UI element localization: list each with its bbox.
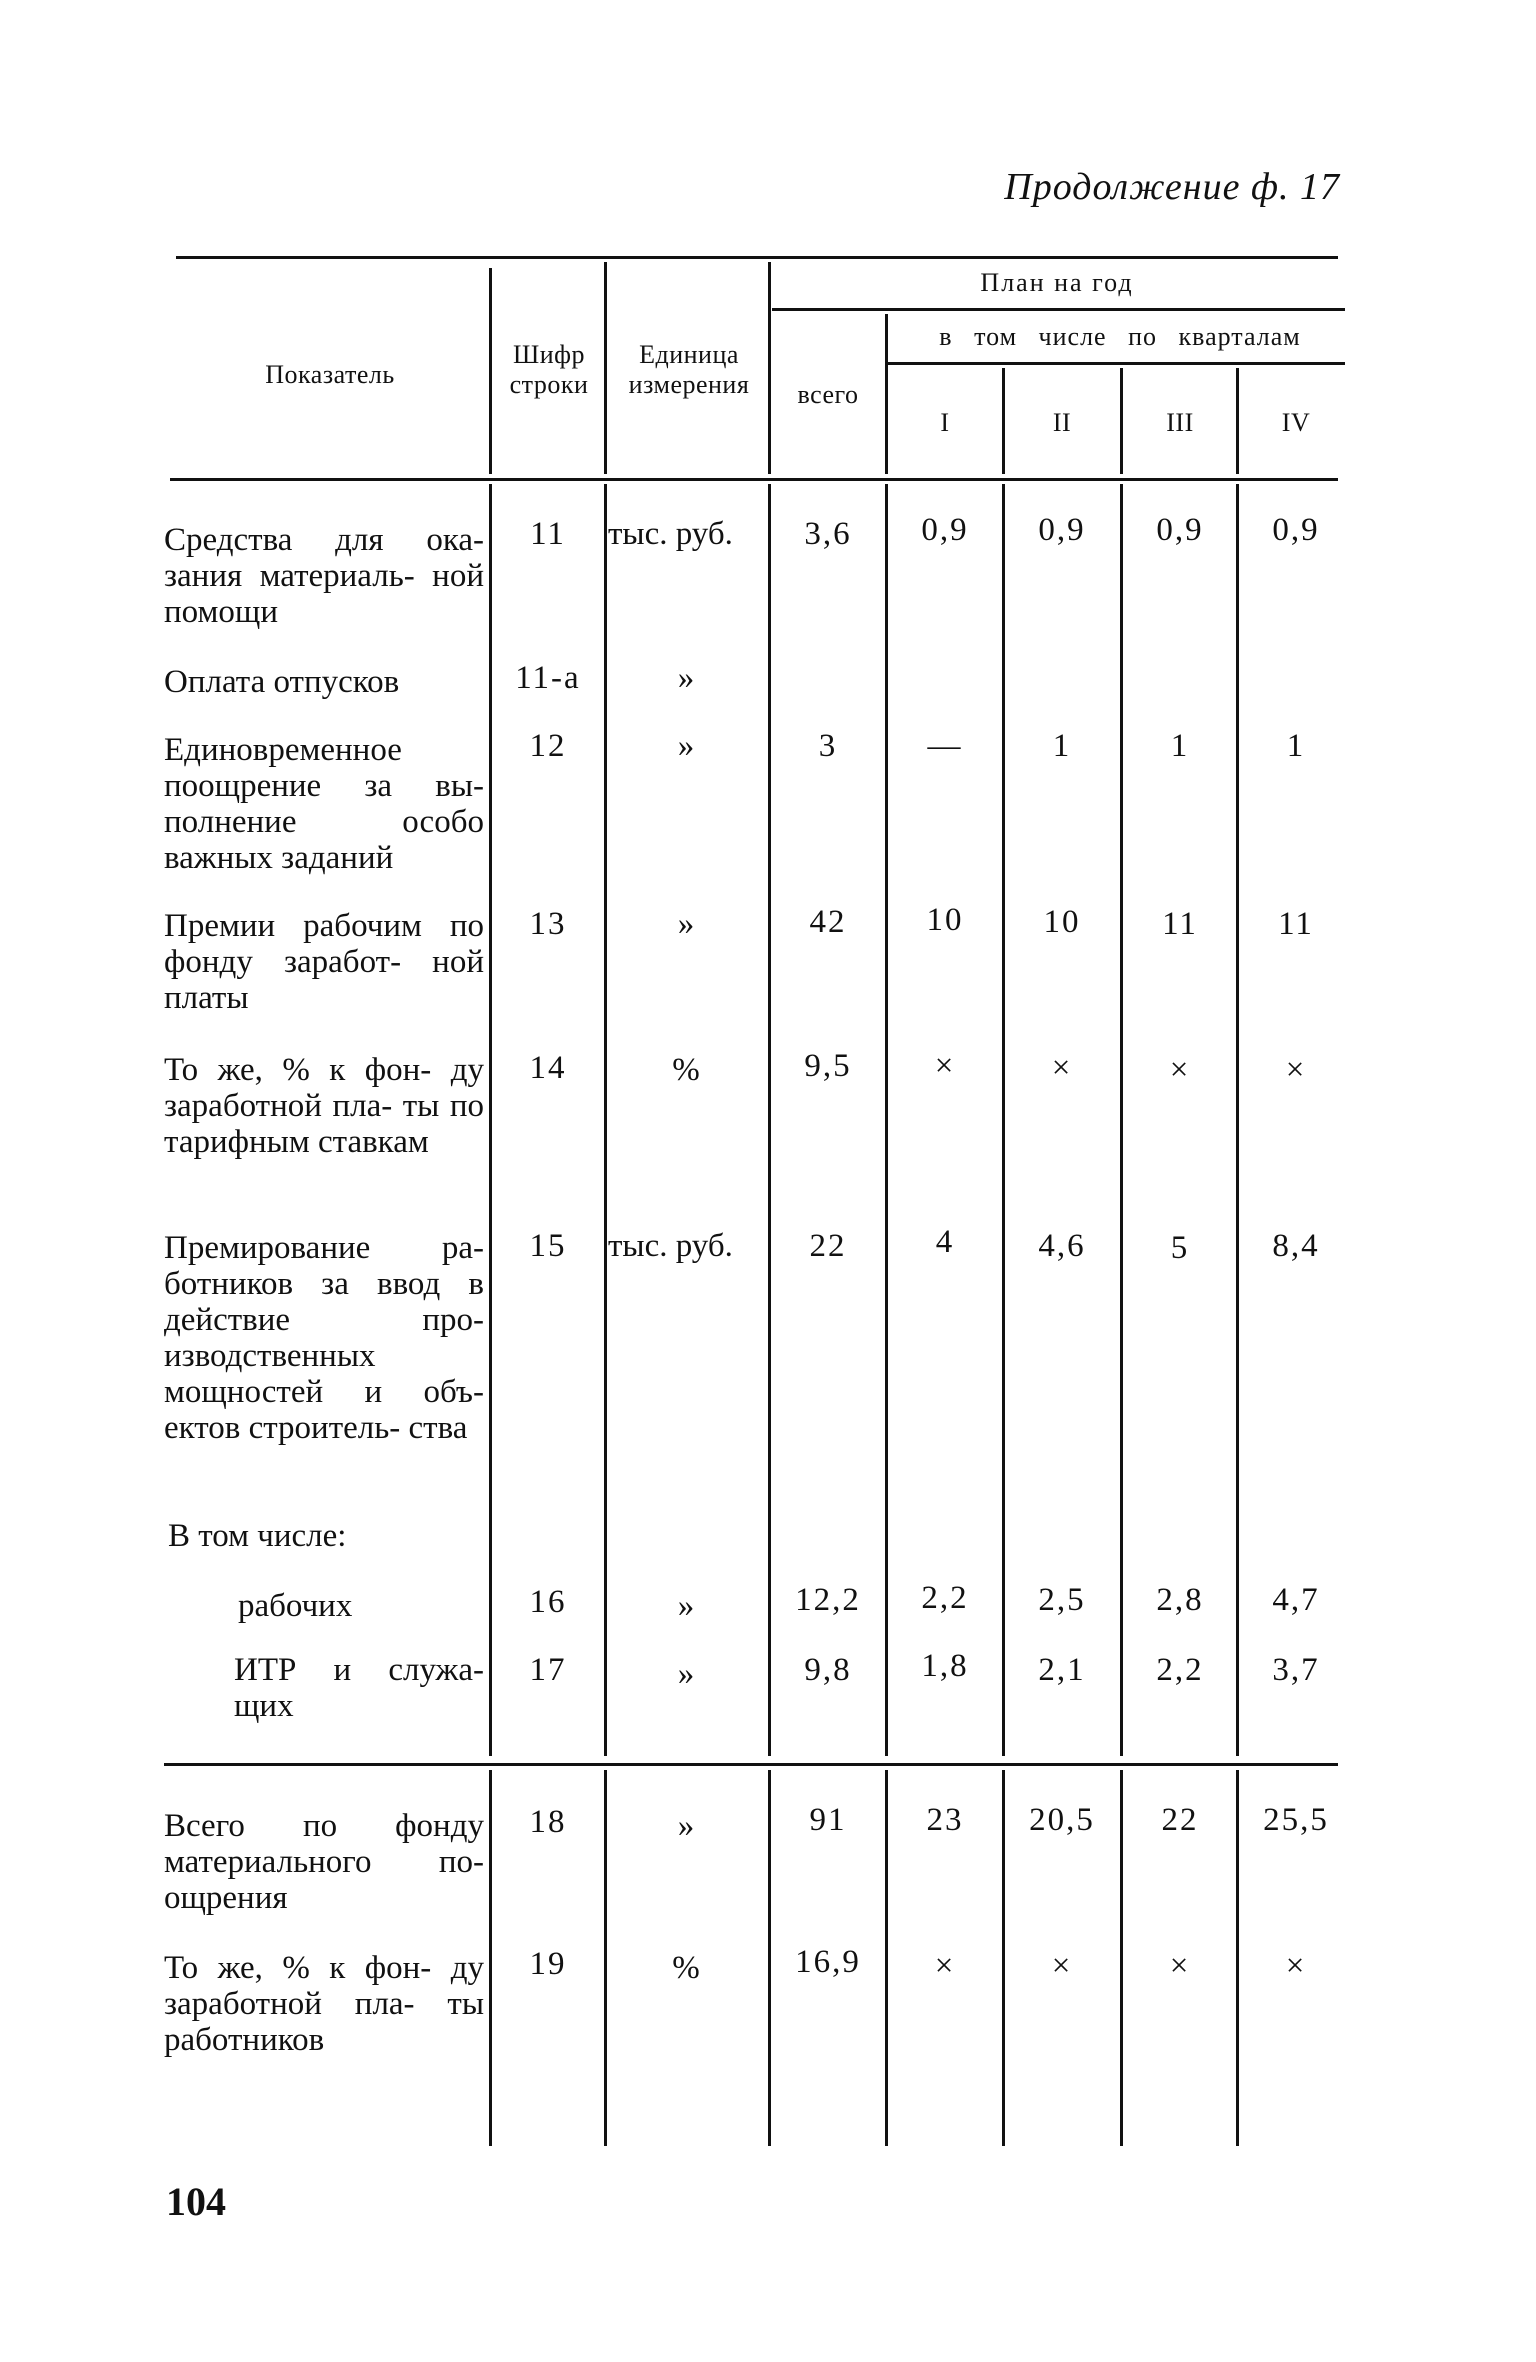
- row-q1: 0,9: [921, 512, 969, 548]
- row-q1: 4: [935, 1224, 955, 1260]
- table-top-rule: [176, 256, 1338, 259]
- body-vline-q1: [885, 484, 888, 1756]
- page-number: 104: [166, 2179, 226, 2224]
- row-total: 12,2: [795, 1582, 861, 1618]
- body-vline-code: [489, 484, 492, 1756]
- row-label: Оплата отпусков: [164, 664, 400, 700]
- row-total: 42: [809, 904, 847, 940]
- row-q4: ×: [1285, 1052, 1307, 1088]
- row-q4: 0,9: [1272, 512, 1320, 548]
- total-row-q3: 22: [1161, 1802, 1199, 1838]
- header-indicator: Показатель: [265, 360, 395, 389]
- row-q1: 2,2: [921, 1580, 969, 1616]
- continuation-title: Продолжение ф. 17: [1004, 166, 1340, 208]
- quarters-subheader-rule: [888, 362, 1345, 365]
- row-q4: 1: [1286, 728, 1306, 764]
- row-q4: 11: [1278, 906, 1314, 942]
- body-vline-unit: [604, 484, 607, 1756]
- row-label: Премии рабочим по фонду заработ- ной платы: [164, 908, 484, 1016]
- body-vline-total: [768, 484, 771, 1756]
- row-q3: 11: [1162, 906, 1198, 942]
- totals-vline-q4: [1236, 1770, 1239, 2146]
- totals-separator-rule: [164, 1763, 1338, 1766]
- totals-vline-q1: [885, 1770, 888, 2146]
- total-row-q3: ×: [1169, 1948, 1191, 1984]
- row-unit: %: [672, 1052, 702, 1088]
- row-unit: »: [677, 906, 697, 942]
- row-code: 16: [529, 1584, 567, 1620]
- row-unit: тыс. руб.: [608, 1228, 733, 1264]
- header-unit: Единица измерения: [628, 340, 750, 399]
- row-q1: ×: [934, 1048, 956, 1084]
- row-total: 3: [818, 728, 838, 764]
- header-vline-q1: [885, 314, 888, 474]
- plan-subheader-rule: [772, 308, 1345, 311]
- totals-vline-q2: [1002, 1770, 1005, 2146]
- total-row-label: Всего по фонду материального по- ощрения: [164, 1808, 484, 1916]
- total-row-q2: ×: [1051, 1948, 1073, 1984]
- total-row-q4: 25,5: [1263, 1802, 1329, 1838]
- total-row-code: 18: [529, 1804, 567, 1840]
- row-q4: 8,4: [1272, 1228, 1320, 1264]
- row-q2: 10: [1043, 904, 1081, 940]
- body-vline-q2: [1002, 484, 1005, 1756]
- totals-vline-code: [489, 1770, 492, 2146]
- header-quarter-3: III: [1166, 408, 1194, 437]
- row-total: 22: [809, 1228, 847, 1264]
- total-row-q1: ×: [934, 1948, 956, 1984]
- row-code: 13: [529, 906, 567, 942]
- row-unit: »: [677, 728, 697, 764]
- total-row-q1: 23: [926, 1802, 964, 1838]
- row-q3: ×: [1169, 1052, 1191, 1088]
- row-total: 3,6: [804, 516, 852, 552]
- row-q2: 4,6: [1038, 1228, 1086, 1264]
- row-code: 17: [529, 1652, 567, 1688]
- row-q2: 2,5: [1038, 1582, 1086, 1618]
- row-q1: 10: [926, 902, 964, 938]
- total-row-unit: %: [672, 1950, 702, 1986]
- body-vline-q4: [1236, 484, 1239, 1756]
- total-row-total: 16,9: [795, 1944, 861, 1980]
- header-quarter-2: II: [1052, 408, 1072, 437]
- row-q1: 1,8: [921, 1648, 969, 1684]
- row-q1: —: [927, 728, 963, 764]
- row-total: 9,8: [804, 1652, 852, 1688]
- total-row-unit: »: [677, 1808, 697, 1844]
- row-q2: 1: [1052, 728, 1072, 764]
- row-total: 9,5: [804, 1048, 852, 1084]
- row-label-indented: ИТР и служа- щих: [234, 1652, 484, 1724]
- row-q4: 4,7: [1272, 1582, 1320, 1618]
- header-vline-unit: [604, 262, 607, 474]
- header-bottom-rule: [170, 478, 1338, 481]
- row-q3: 2,2: [1156, 1652, 1204, 1688]
- row-unit: тыс. руб.: [608, 516, 733, 552]
- row-q2: 0,9: [1038, 512, 1086, 548]
- row-code: 12: [529, 728, 567, 764]
- header-quarter-1: I: [940, 408, 950, 437]
- header-vline-code: [489, 268, 492, 474]
- header-code: Шифр строки: [509, 340, 589, 399]
- header-total: всего: [797, 380, 859, 409]
- row-label: Единовременное поощрение за вы- полнение особо важных заданий: [164, 732, 484, 876]
- row-unit: »: [677, 660, 697, 696]
- row-q2: ×: [1051, 1050, 1073, 1086]
- row-q3: 0,9: [1156, 512, 1204, 548]
- row-q3: 2,8: [1156, 1582, 1204, 1618]
- header-quarters-caption: в том числе по кварталам: [939, 322, 1301, 351]
- row-code: 14: [529, 1050, 567, 1086]
- row-label-indented: рабочих: [238, 1588, 353, 1624]
- header-vline-total: [768, 262, 771, 474]
- row-code: 11: [530, 516, 566, 552]
- header-quarter-4: IV: [1281, 408, 1311, 437]
- row-label: Премирование ра- ботников за ввод в действие про- изводственных мощностей и объ- ектов строитель- ства: [164, 1230, 484, 1446]
- total-row-code: 19: [529, 1946, 567, 1982]
- body-vline-q3: [1120, 484, 1123, 1756]
- row-q3: 1: [1170, 728, 1190, 764]
- header-plan: План на год: [980, 268, 1134, 297]
- row-q4: 3,7: [1272, 1652, 1320, 1688]
- row-q3: 5: [1170, 1230, 1190, 1266]
- row-q2: 2,1: [1038, 1652, 1086, 1688]
- row-subheading: В том числе:: [168, 1518, 347, 1554]
- row-label: Средства для ока- зания материаль- ной помощи: [164, 522, 484, 630]
- total-row-label: То же, % к фон- ду заработной пла- ты работников: [164, 1950, 484, 2058]
- totals-vline-total: [768, 1770, 771, 2146]
- total-row-total: 91: [809, 1802, 847, 1838]
- totals-vline-unit: [604, 1770, 607, 2146]
- row-unit: »: [677, 1656, 697, 1692]
- row-code: 11-а: [515, 660, 581, 696]
- total-row-q2: 20,5: [1029, 1802, 1095, 1838]
- row-label: То же, % к фон- ду заработной пла- ты по тарифным ставкам: [164, 1052, 484, 1160]
- totals-vline-q3: [1120, 1770, 1123, 2146]
- total-row-q4: ×: [1285, 1948, 1307, 1984]
- row-unit: »: [677, 1588, 697, 1624]
- row-code: 15: [529, 1228, 567, 1264]
